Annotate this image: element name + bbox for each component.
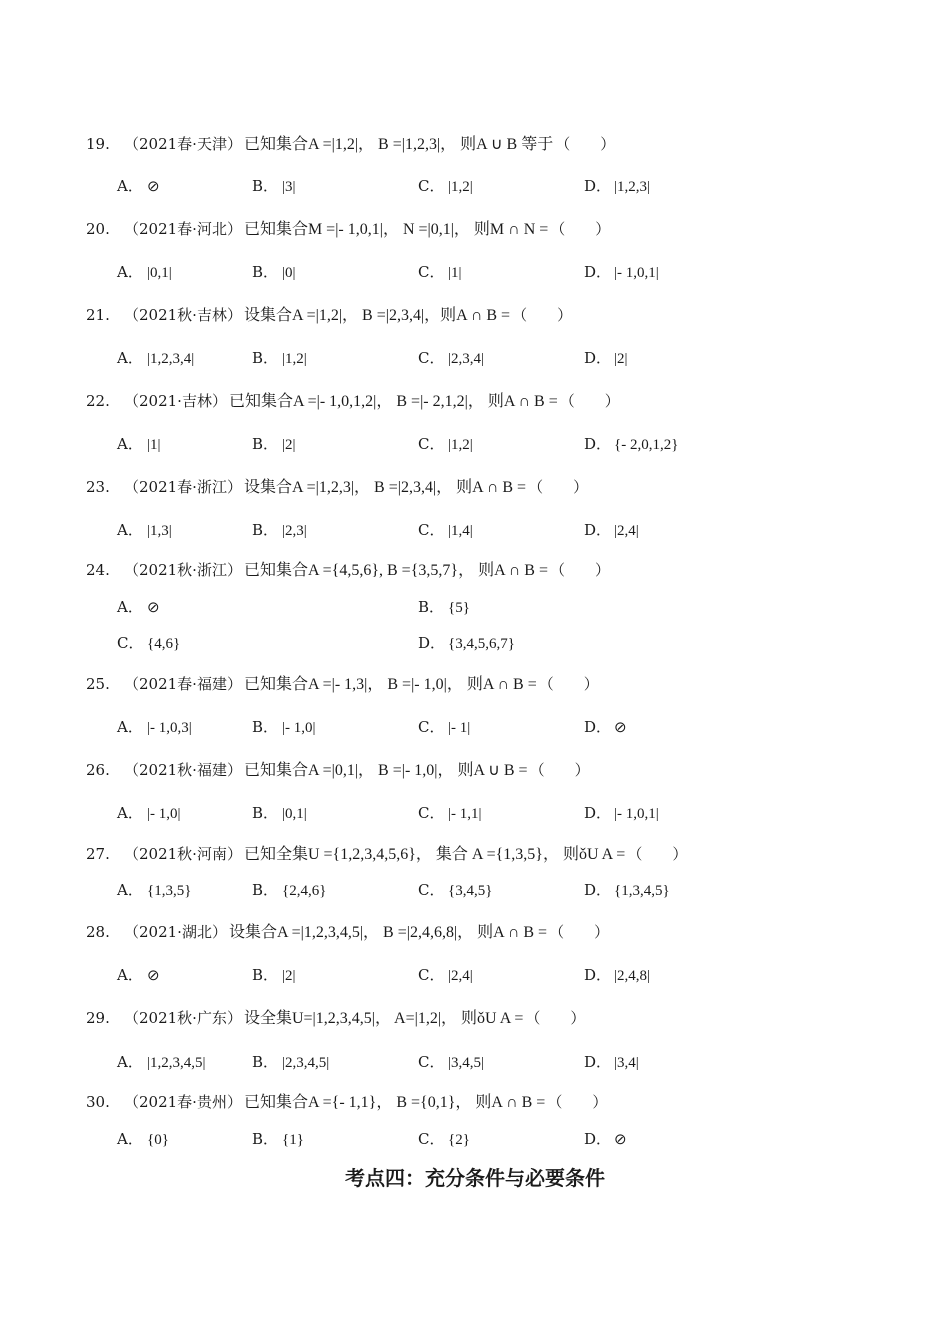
question-text: 设集合A =|1,2|， B =|2,3,4|，则A ∩ B = <box>243 307 511 324</box>
option-label: C． <box>418 349 445 367</box>
option-label: D． <box>584 435 612 453</box>
answer-option <box>117 880 191 901</box>
option-value: |- 1,0,1| <box>614 806 659 822</box>
option-label: A． <box>117 718 143 736</box>
option-value: |1,2,3,4| <box>147 351 195 367</box>
question-stem <box>86 1008 585 1029</box>
question-text: 已知集合A =|1,2|， B =|1,2,3|， 则A ∪ B 等于 <box>243 136 554 153</box>
answer-option <box>584 965 650 986</box>
answer-option <box>117 597 160 618</box>
option-value: |1,3| <box>147 523 172 539</box>
option-label: C． <box>117 634 144 652</box>
option-label: B． <box>252 521 279 539</box>
answer-option <box>418 880 492 901</box>
option-value: {1,3,5} <box>147 883 192 899</box>
option-value: |0,1| <box>282 806 307 822</box>
option-value: |- 1,0| <box>147 806 181 822</box>
answer-option <box>252 1129 304 1150</box>
answer-option <box>117 803 181 824</box>
answer-blank: （ ） <box>555 135 616 153</box>
option-value: {0} <box>147 1132 169 1148</box>
option-value: |3,4,5| <box>448 1055 485 1071</box>
answer-option <box>117 965 160 986</box>
option-value: {1,3,4,5} <box>614 883 670 899</box>
option-value: |1| <box>147 437 161 453</box>
answer-option <box>584 434 678 455</box>
question-source: （2021·湖北） <box>124 923 227 941</box>
question-number: 23. <box>86 478 110 496</box>
option-label: C． <box>418 521 445 539</box>
option-label: A． <box>117 177 143 195</box>
question-stem <box>86 760 590 781</box>
option-value: |2,4| <box>448 968 473 984</box>
option-label: D． <box>584 1130 612 1148</box>
answer-blank: （ ） <box>525 1009 586 1027</box>
option-value: |2| <box>282 437 296 453</box>
question-source: （2021春·河北） <box>124 220 242 238</box>
answer-blank: （ ） <box>550 220 611 238</box>
answer-option <box>117 176 160 197</box>
option-label: A． <box>117 435 143 453</box>
answer-blank: （ ） <box>547 1093 608 1111</box>
answer-option <box>418 434 473 455</box>
option-value: |- 1,0,3| <box>147 720 192 736</box>
answer-option <box>418 262 462 283</box>
option-label: B． <box>418 598 445 616</box>
option-label: C． <box>418 804 445 822</box>
option-label: C． <box>418 177 445 195</box>
option-value: |- 1| <box>448 720 471 736</box>
option-value: |- 1,0,1| <box>614 265 659 281</box>
option-label: A． <box>117 966 143 984</box>
answer-option <box>418 597 470 618</box>
question-stem <box>86 560 610 581</box>
option-label: C． <box>418 1053 445 1071</box>
option-label: B． <box>252 435 279 453</box>
question-text: 设集合A =|1,2,3,4,5|， B =|2,4,6,8|， 则A ∩ B = <box>228 924 548 941</box>
question-number: 19. <box>86 135 110 153</box>
answer-option <box>117 1052 206 1073</box>
question-number: 27. <box>86 845 110 863</box>
question-source: （2021春·贵州） <box>124 1093 242 1111</box>
question-text: 设集合A =|1,2,3|， B =|2,3,4|， 则A ∩ B = <box>243 479 527 496</box>
answer-option <box>418 1129 470 1150</box>
answer-option <box>418 633 515 654</box>
option-value: ⊘ <box>147 179 160 195</box>
answer-option <box>252 262 296 283</box>
answer-option <box>584 803 659 824</box>
question-number: 21. <box>86 306 110 324</box>
question-number: 28. <box>86 923 110 941</box>
option-label: D． <box>584 177 612 195</box>
option-value: {1} <box>282 1132 304 1148</box>
option-label: B． <box>252 881 279 899</box>
option-value: |2,4,8| <box>614 968 651 984</box>
question-number: 25. <box>86 675 110 693</box>
answer-blank: （ ） <box>529 761 590 779</box>
option-value: |1,4| <box>448 523 473 539</box>
answer-blank: （ ） <box>559 392 620 410</box>
option-value: {2} <box>448 1132 470 1148</box>
question-source: （2021春·福建） <box>124 675 242 693</box>
option-label: C． <box>418 1130 445 1148</box>
option-label: D． <box>584 1053 612 1071</box>
question-stem <box>86 1092 607 1113</box>
answer-option <box>584 262 659 283</box>
option-value: |2,3,4| <box>448 351 485 367</box>
answer-option <box>584 1052 639 1073</box>
question-text: 设全集U=|1,2,3,4,5|， A=|1,2|， 则ǒU A = <box>243 1010 524 1027</box>
answer-option <box>252 434 296 455</box>
option-label: B． <box>252 1130 279 1148</box>
question-number: 29. <box>86 1009 110 1027</box>
answer-option <box>252 176 296 197</box>
option-value: |1| <box>448 265 462 281</box>
question-number: 26. <box>86 761 110 779</box>
option-value: |0,1| <box>147 265 172 281</box>
answer-option <box>584 520 639 541</box>
question-source: （2021春·天津） <box>124 135 242 153</box>
option-value: |1,2| <box>448 179 473 195</box>
question-text: 已知集合M =|- 1,0,1|， N =|0,1|， 则M ∩ N = <box>243 221 549 238</box>
option-label: A． <box>117 1053 143 1071</box>
option-value: |- 1,0| <box>282 720 316 736</box>
answer-option <box>584 348 628 369</box>
question-source: （2021春·浙江） <box>124 478 242 496</box>
option-value: |- 1,1| <box>448 806 482 822</box>
question-source: （2021秋·福建） <box>124 761 242 779</box>
answer-option <box>117 1129 169 1150</box>
option-label: D． <box>418 634 446 652</box>
answer-blank: （ ） <box>549 923 610 941</box>
question-source: （2021秋·河南） <box>124 845 242 863</box>
question-text: 已知集合A ={- 1,1}， B ={0,1}， 则A ∩ B = <box>243 1094 546 1111</box>
option-value: |1,2| <box>282 351 307 367</box>
option-value: ⊘ <box>614 720 627 736</box>
option-label: B． <box>252 263 279 281</box>
option-label: B． <box>252 1053 279 1071</box>
option-label: D． <box>584 521 612 539</box>
answer-option <box>252 1052 329 1073</box>
option-label: D． <box>584 804 612 822</box>
answer-blank: （ ） <box>538 675 599 693</box>
answer-option <box>418 965 473 986</box>
option-value: {4,6} <box>147 636 181 652</box>
section-heading: 考点四：充分条件与必要条件 <box>345 1166 605 1190</box>
answer-option <box>117 633 180 654</box>
option-value: ⊘ <box>147 968 160 984</box>
answer-blank: （ ） <box>512 306 573 324</box>
answer-option <box>584 717 627 738</box>
option-value: |2,3| <box>282 523 307 539</box>
question-text: 已知集合A =|- 1,3|， B =|- 1,0|， 则A ∩ B = <box>243 676 537 693</box>
option-value: ⊘ <box>147 600 160 616</box>
answer-option <box>418 520 473 541</box>
answer-option <box>252 520 307 541</box>
option-label: A． <box>117 1130 143 1148</box>
option-label: C． <box>418 263 445 281</box>
option-value: |3| <box>282 179 296 195</box>
question-stem <box>86 844 687 865</box>
question-text: 已知集合A ={4,5,6}, B ={3,5,7}， 则A ∩ B = <box>243 562 548 579</box>
option-label: D． <box>584 349 612 367</box>
option-label: D． <box>584 966 612 984</box>
question-number: 24. <box>86 561 110 579</box>
option-value: {2,4,6} <box>282 883 327 899</box>
option-value: |2| <box>282 968 296 984</box>
option-value: |2,3,4,5| <box>282 1055 330 1071</box>
option-value: |2,4| <box>614 523 639 539</box>
answer-blank: （ ） <box>550 561 611 579</box>
answer-option <box>252 880 326 901</box>
option-label: D． <box>584 881 612 899</box>
answer-option <box>117 262 172 283</box>
answer-option <box>418 1052 484 1073</box>
answer-option <box>117 717 192 738</box>
option-value: |3,4| <box>614 1055 639 1071</box>
answer-option <box>418 348 484 369</box>
option-label: B． <box>252 966 279 984</box>
question-stem <box>86 305 572 326</box>
option-value: |1,2,3,4,5| <box>147 1055 206 1071</box>
question-stem <box>86 674 599 695</box>
answer-option <box>252 965 296 986</box>
answer-option <box>418 803 482 824</box>
option-value: |1,2,3| <box>614 179 651 195</box>
option-label: B． <box>252 349 279 367</box>
option-label: C． <box>418 881 445 899</box>
option-label: C． <box>418 966 445 984</box>
option-value: {3,4,5} <box>448 883 493 899</box>
answer-option <box>252 803 307 824</box>
answer-option <box>584 176 650 197</box>
question-source: （2021秋·浙江） <box>124 561 242 579</box>
question-stem <box>86 477 588 498</box>
option-label: B． <box>252 718 279 736</box>
answer-option <box>418 176 473 197</box>
option-label: B． <box>252 804 279 822</box>
question-number: 22. <box>86 392 110 410</box>
option-label: C． <box>418 718 445 736</box>
question-number: 20. <box>86 220 110 238</box>
answer-blank: （ ） <box>627 845 688 863</box>
option-value: |0| <box>282 265 296 281</box>
option-label: D． <box>584 718 612 736</box>
option-value: {- 2,0,1,2} <box>614 437 679 453</box>
option-label: B． <box>252 177 279 195</box>
answer-option <box>418 717 470 738</box>
option-value: {3,4,5,6,7} <box>448 636 515 652</box>
answer-option <box>584 1129 627 1150</box>
option-value: |1,2| <box>448 437 473 453</box>
answer-option <box>252 348 307 369</box>
answer-option <box>117 434 161 455</box>
question-stem <box>86 391 620 412</box>
option-value: {5} <box>448 600 470 616</box>
question-stem <box>86 219 610 240</box>
question-stem <box>86 134 615 155</box>
option-label: A． <box>117 881 143 899</box>
answer-option <box>584 880 670 901</box>
option-value: |2| <box>614 351 628 367</box>
question-text: 已知集合A =|0,1|， B =|- 1,0|， 则A ∪ B = <box>243 762 528 779</box>
option-label: C． <box>418 435 445 453</box>
question-number: 30. <box>86 1093 110 1111</box>
question-text: 已知集合A =|- 1,0,1,2|， B =|- 2,1,2|， 则A ∩ B = <box>228 393 558 410</box>
option-label: A． <box>117 263 143 281</box>
option-label: A． <box>117 598 143 616</box>
option-label: A． <box>117 521 143 539</box>
answer-option <box>117 348 194 369</box>
option-value: ⊘ <box>614 1132 627 1148</box>
answer-option <box>252 717 316 738</box>
question-text: 已知全集U ={1,2,3,4,5,6}， 集合 A ={1,3,5}， 则ǒU A = <box>243 846 626 863</box>
question-source: （2021秋·广东） <box>124 1009 242 1027</box>
option-label: A． <box>117 349 143 367</box>
answer-blank: （ ） <box>528 478 589 496</box>
answer-option <box>117 520 172 541</box>
option-label: D． <box>584 263 612 281</box>
question-stem <box>86 922 609 943</box>
question-source: （2021·吉林） <box>124 392 227 410</box>
question-source: （2021秋·吉林） <box>124 306 242 324</box>
option-label: A． <box>117 804 143 822</box>
